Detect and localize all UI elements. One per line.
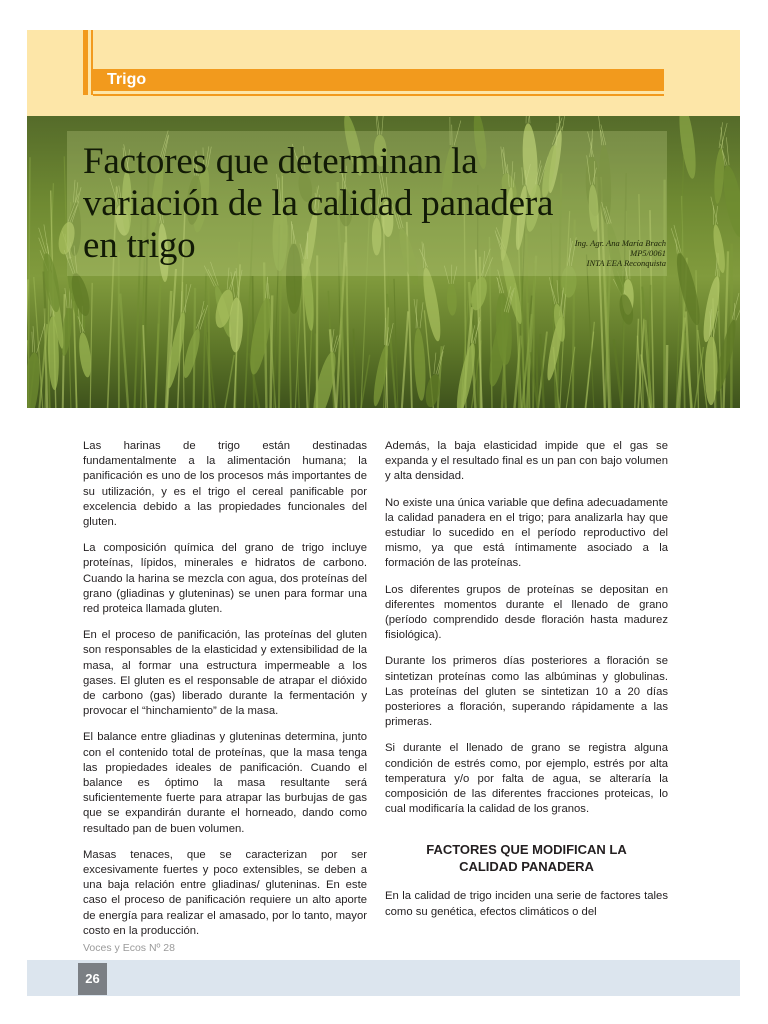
- paragraph: No existe una única variable que defina adecuadamente la calidad panadera en el trigo; para analizarla hay que estudiar lo sucedido en el período reproductivo del mismo, ya que está íntimamente asociado a la formación de las proteínas.: [385, 496, 668, 570]
- title-line: variación de la calidad panadera: [83, 183, 554, 224]
- right-column: [385, 439, 668, 931]
- subheading-line: CALIDAD PANADERA: [459, 859, 594, 875]
- paragraph: Durante los primeros días posteriores a floración se sintetizan proteínas como las albúminas y globulinas. Las proteínas del gluten se sintetizan 10 a 20 días posteriores a floración, superando rápidamente a las primeras.: [385, 655, 668, 729]
- title-line: en trigo: [83, 225, 196, 266]
- author-affiliation: INTA EEA Reconquista: [586, 258, 666, 268]
- paragraph: Masas tenaces, que se caracterizan por ser excesivamente fuertes y poco extensibles, se deben a una baja relación entre gliadinas/ gluteninas. En este caso el proceso de panificación requiere un alto aporte de energía para realizar el amasado, por lo tanto, mayor costo en la producción.: [83, 848, 367, 937]
- left-column: [83, 439, 367, 950]
- subheading-line: FACTORES QUE MODIFICAN LA: [426, 842, 627, 858]
- section-subheading: [385, 841, 668, 875]
- author-registration: MP5/0061: [630, 248, 666, 258]
- footer-band: [27, 960, 740, 996]
- paragraph: En el proceso de panificación, las proteínas del gluten son responsables de la elasticidad y extensibilidad de la masa, al formar una estructura impermeable a los gases. El gluten es el responsable de atrapar el dióxido de carbono (gas) liberado durante la fermentación y provocar el “hinchamiento” de la masa.: [83, 629, 367, 718]
- paragraph: Las harinas de trigo están destinadas fundamentalmente a la alimentación humana; la panificación es uno de los procesos más importantes de su utilización, y es el trigo el cereal panificable por excelencia debido a las propiedades funcionales del gluten.: [83, 440, 367, 529]
- paragraph: La composición química del grano de trigo incluye proteínas, lípidos, minerales e hidratos de carbono. Cuando la harina se mezcla con agua, dos proteínas del grano (gliadinas y gluteninas) se unen para formar una red proteica llamada gluten.: [83, 542, 367, 616]
- page-number: 26: [78, 963, 107, 995]
- paragraph: Los diferentes grupos de proteínas se depositan en diferentes momentos durante el llenado de grano (período comprendido desde floración hasta madurez fisiológica).: [385, 583, 668, 642]
- author-name: Ing. Agr. Ana María Brach: [574, 238, 666, 248]
- publication-name: Voces y Ecos Nº 28: [83, 942, 175, 954]
- title-line: Factores que determinan la: [83, 141, 478, 182]
- section-bar-rule: [93, 94, 664, 96]
- author-credit: [575, 238, 666, 268]
- paragraph: Si durante el llenado de grano se registra alguna condición de estrés como, por ejemplo, estrés por alta temperatura y/o por falta de agua, se alteraría la composición de las diferentes fracciones proteicas, lo cual modificaría la calidad de los granos.: [385, 742, 668, 816]
- accent-stripe: [83, 30, 88, 95]
- section-label: Trigo: [107, 71, 147, 88]
- paragraph: En la calidad de trigo inciden una serie de factores tales como su genética, efectos climáticos o del: [385, 890, 668, 918]
- paragraph: El balance entre gliadinas y gluteninas determina, junto con el contenido total de proteínas, que la masa tenga las propiedades ideales de panificación. Cuando el balance es óptimo la masa resultante será suficientemente fuerte para atrapar las burbujas de gas que se expandirán durante el horneado, dando como resultado pan de buen volumen.: [83, 731, 367, 835]
- paragraph: Además, la baja elasticidad impide que el gas se expanda y el resultado final es un pan con bajo volumen y alta densidad.: [385, 440, 668, 483]
- section-bar: [93, 69, 664, 91]
